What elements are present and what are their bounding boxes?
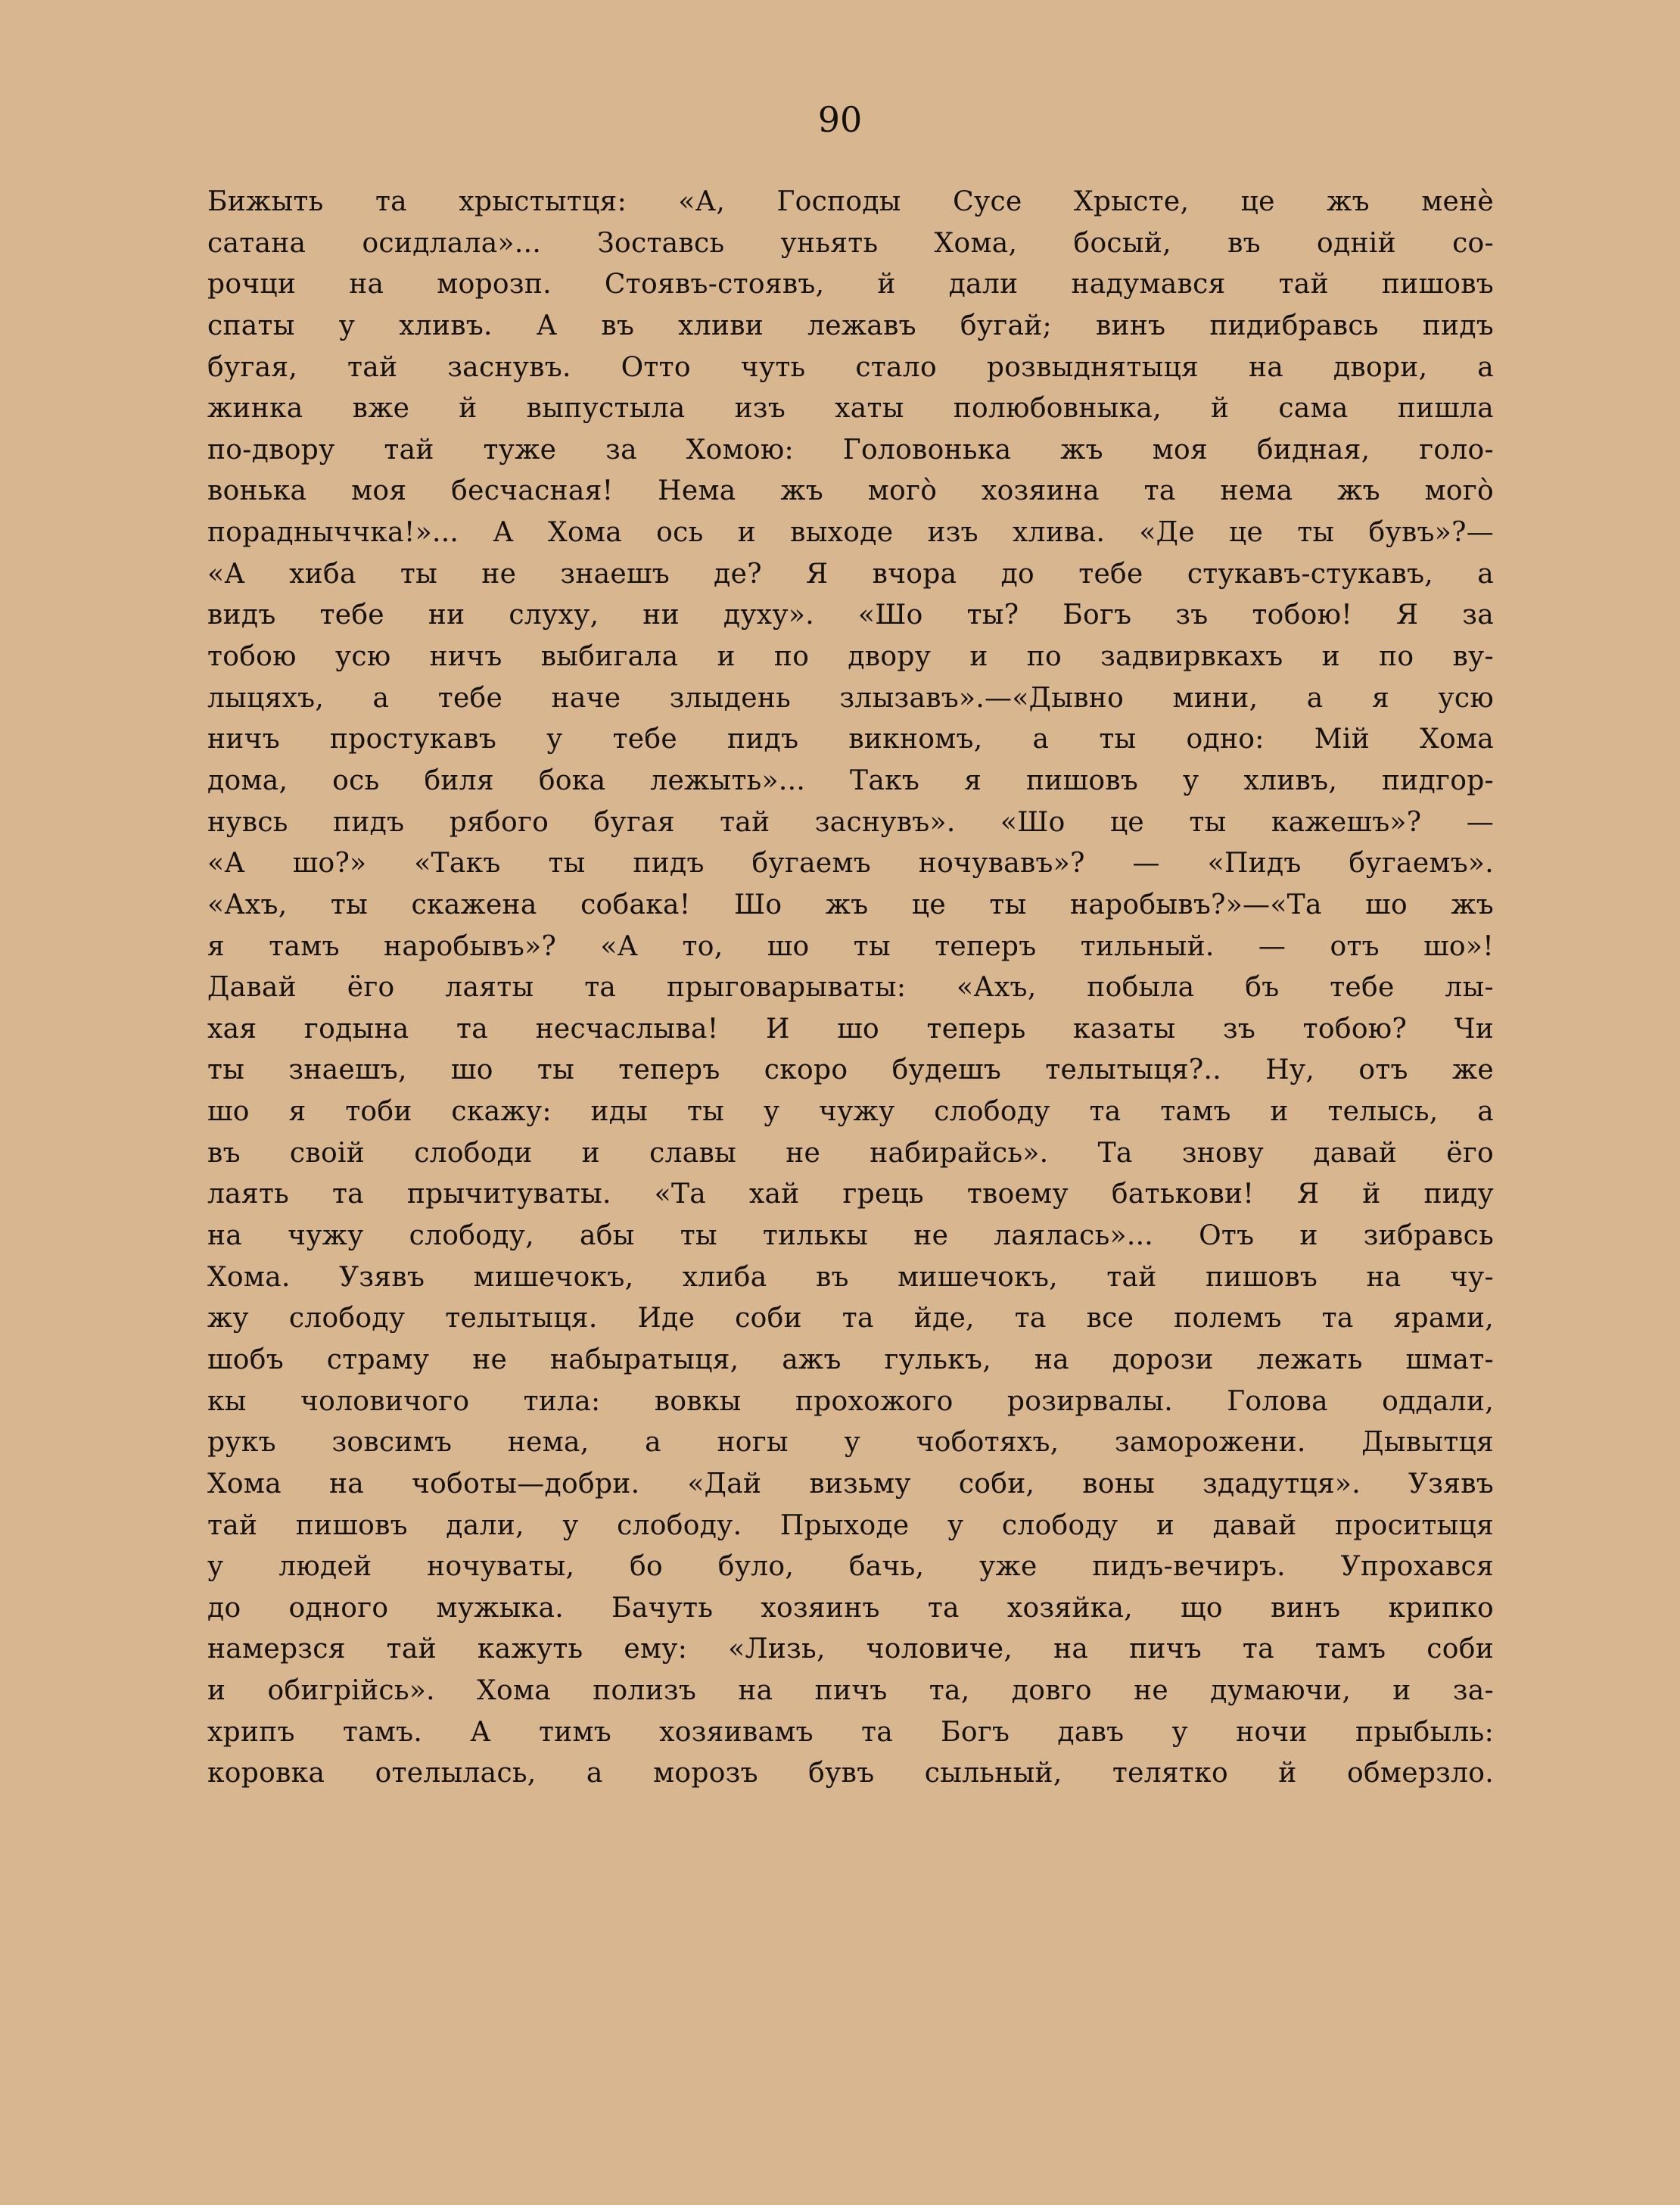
- text-line: ничъ простукавъ у тебе пидъ викномъ, а ты одно: Мій Хома: [207, 724, 1494, 755]
- text-line: «А шо?» «Такъ ты пидъ бугаемъ ночувавъ»? — «Пидъ бугаемъ».: [207, 848, 1494, 880]
- text-line: сатана осидлала»... Зоставсь уньять Хома, босый, въ одній со-: [207, 227, 1494, 259]
- text-line: коровка отелылась, а морозъ бувъ сыльный, телятко й обмерзло.: [207, 1758, 1494, 1789]
- text-line: Хома. Узявъ мишечокъ, хлиба въ мишечокъ, тай пишовъ на чу-: [207, 1261, 1494, 1293]
- text-line: на чужу слободу, абы ты тилькы не лаялась»... Отъ и зибравсь: [207, 1220, 1494, 1252]
- text-line: Давай ёго лаяты та прыговарываты: «Ахъ, побыла бъ тебе лы-: [207, 972, 1494, 1004]
- text-line: спаты у хливъ. А въ хливи лежавъ бугай; винъ пидибравсь пидъ: [207, 310, 1494, 341]
- text-line: «А хиба ты не знаешъ де? Я вчора до тебе стукавъ-стукавъ, а: [207, 558, 1494, 590]
- text-line: у людей ночуваты, бо було, бачь, уже пидъ-вечиръ. Упрохався: [207, 1551, 1494, 1583]
- text-line: Хома на чоботы—добри. «Дай визьму соби, воны здадутця». Узявъ: [207, 1468, 1494, 1500]
- text-line: рочци на морозп. Стоявъ-стоявъ, й дали надумався тай пишовъ: [207, 269, 1494, 301]
- text-line: шо я тоби скажу: иды ты у чужу слободу та тамъ и телысь, а: [207, 1096, 1494, 1128]
- text-line: по-двору тай туже за Хомою: Головонька жъ моя бидная, голо-: [207, 434, 1494, 466]
- text-line: тай пишовъ дали, у слободу. Прыходе у слободу и давай проситыця: [207, 1509, 1494, 1541]
- text-line: жинка вже й выпустыла изъ хаты полюбовныка, й сама пишла: [207, 393, 1494, 425]
- text-line: дома, ось биля бока лежыть»... Такъ я пишовъ у хливъ, пидгор-: [207, 765, 1494, 796]
- text-line: ты знаешъ, шо ты теперъ скоро будешъ телытыця?.. Ну, отъ же: [207, 1054, 1494, 1086]
- text-line: нувсь пидъ рябого бугая тай заснувъ». «Шо це ты кажешъ»? —: [207, 806, 1494, 838]
- text-line: лыцяхъ, а тебе наче злыдень злызавъ».—«Дывно мини, а я усю: [207, 682, 1494, 714]
- text-line: хая годына та несчаслыва! И шо теперь казаты зъ тобою? Чи: [207, 1013, 1494, 1045]
- page-number: 90: [817, 99, 863, 140]
- text-line: Бижыть та хрыстытця: «А, Господы Сусе Хрысте, це жъ менè: [207, 186, 1494, 217]
- text-line: видъ тебе ни слуху, ни духу». «Шо ты? Богъ зъ тобою! Я за: [207, 600, 1494, 631]
- text-line: тобою усю ничъ выбигала и по двору и по задвирвкахъ и по ву-: [207, 641, 1494, 673]
- text-line: «Ахъ, ты скажена собака! Шо жъ це ты наробывъ?»—«Та шо жъ: [207, 889, 1494, 920]
- text-line: жу слободу телытыця. Иде соби та йде, та все полемъ та ярами,: [207, 1303, 1494, 1335]
- text-line: я тамъ наробывъ»? «А то, шо ты теперъ тильный. — отъ шо»!: [207, 930, 1494, 962]
- text-line: рукъ зовсимъ нема, а ногы у чоботяхъ, заморожени. Дывытця: [207, 1427, 1494, 1459]
- text-line: намерзся тай кажуть ему: «Лизь, чоловиче, на пичъ та тамъ соби: [207, 1634, 1494, 1665]
- text-line: хрипъ тамъ. А тимъ хозяивамъ та Богъ давъ у ночи прыбыль:: [207, 1716, 1494, 1748]
- text-line: лаять та прычитуваты. «Та хай грець твоему батькови! Я й пиду: [207, 1179, 1494, 1210]
- text-line: порадныччка!»... А Хома ось и выходе изъ хлива. «Де це ты бувъ»?—: [207, 517, 1494, 549]
- text-line: вонька моя бесчасная! Нема жъ могò хозяина та нема жъ могò: [207, 475, 1494, 507]
- text-line: въ своій слободи и славы не набирайсь». Та знову давай ёго: [207, 1137, 1494, 1169]
- text-line: и обигрійсь». Хома полизъ на пичъ та, довго не думаючи, и за-: [207, 1675, 1494, 1707]
- text-line: кы чоловичого тила: вовкы прохожого розирвалы. Голова оддали,: [207, 1385, 1494, 1417]
- text-line: бугая, тай заснувъ. Отто чуть стало розвыднятыця на двори, а: [207, 351, 1494, 383]
- text-line: до одного мужыка. Бачуть хозяинъ та хозяйка, що винъ крипко: [207, 1592, 1494, 1624]
- text-line: шобъ страму не набыратыця, ажъ гулькъ, на дорози лежать шмат-: [207, 1344, 1494, 1375]
- body-text: [207, 182, 1494, 1795]
